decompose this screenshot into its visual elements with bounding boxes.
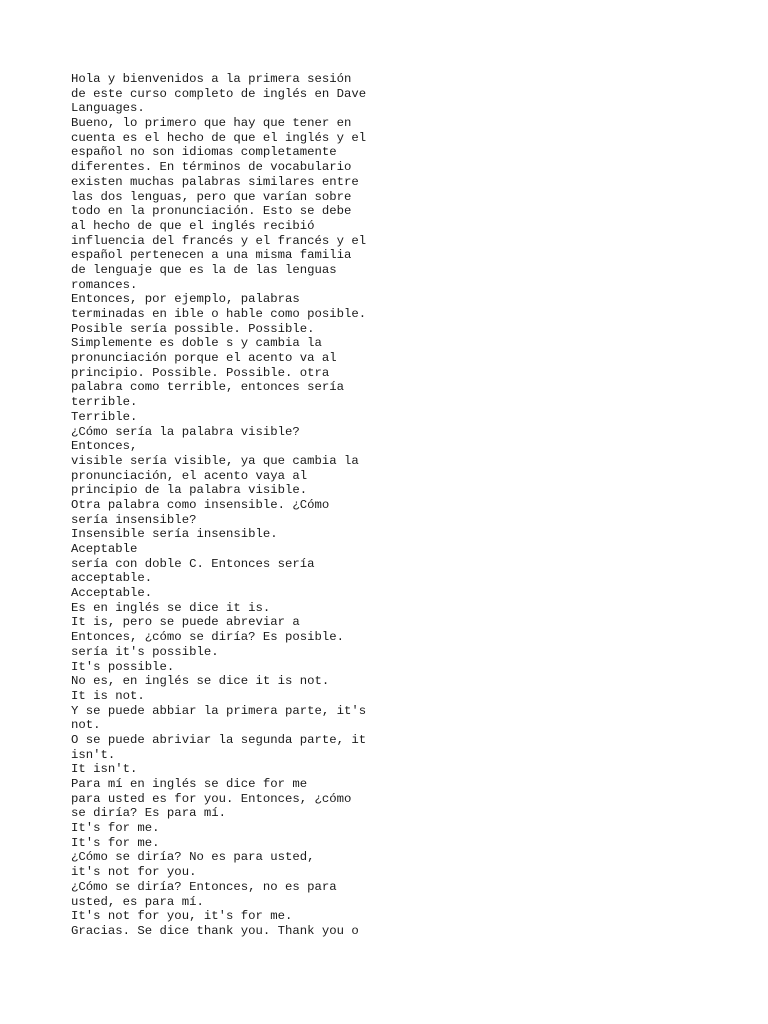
- text-line: Bueno, lo primero que hay que tener en: [71, 116, 352, 131]
- text-line: Aceptable: [71, 542, 138, 556]
- text-line: se diría? Es para mí.: [71, 806, 226, 821]
- text-line: de este curso completo de inglés en Dave: [71, 86, 367, 101]
- text-line: It is not.: [71, 688, 145, 703]
- text-line: O se puede abriviar la segunda parte, it: [71, 732, 367, 747]
- text-line: Entonces, por ejemplo, palabras: [71, 292, 300, 307]
- text-line: Posible sería possible. Possible.: [71, 321, 315, 336]
- text-line: Y se puede abbiar la primera parte, it's: [71, 703, 367, 718]
- text-line: pronunciación, el acento vaya al: [71, 468, 308, 483]
- text-line: It's not for you, it's for me.: [71, 909, 293, 924]
- text-line: visible sería visible, ya que cambia la: [71, 453, 359, 468]
- text-line: usted, es para mí.: [71, 894, 204, 909]
- text-line: pronunciación porque el acento va al: [71, 351, 337, 366]
- text-line: No es, en inglés se dice it is not.: [71, 674, 330, 689]
- text-line: sería con doble C. Entonces sería: [71, 556, 315, 571]
- text-line: not.: [71, 718, 101, 733]
- text-line: It isn't.: [71, 762, 138, 777]
- text-line: Gracias. Se dice thank you. Thank you o: [71, 923, 359, 938]
- text-line: todo en la pronunciación. Esto se debe: [71, 204, 352, 219]
- text-line: sería it's possible.: [71, 644, 219, 659]
- text-line: ¿Cómo sería la palabra visible?: [71, 424, 300, 439]
- text-line: cuenta es el hecho de que el inglés y el: [71, 130, 367, 145]
- text-line: influencia del francés y el francés y el: [71, 233, 367, 248]
- text-line: español pertenecen a una misma familia: [71, 248, 352, 263]
- transcript-text: [71, 72, 731, 939]
- text-line: isn't.: [71, 747, 116, 762]
- text-line: Otra palabra como insensible. ¿Cómo: [71, 497, 330, 512]
- text-line: Languages.: [71, 101, 145, 116]
- text-line: romances.: [71, 277, 138, 292]
- text-line: ¿Cómo se diría? Entonces, no es para: [71, 879, 337, 894]
- text-line: Hola y bienvenidos a la primera sesión: [71, 72, 352, 86]
- text-line: acceptable.: [71, 571, 153, 586]
- text-line: palabra como terrible, entonces sería: [71, 380, 345, 395]
- text-line: de lenguaje que es la de las lenguas: [71, 262, 337, 277]
- text-line: Simplemente es doble s y cambia la: [71, 336, 322, 351]
- text-line: it's not for you.: [71, 865, 197, 880]
- text-line: principio de la palabra visible.: [71, 483, 308, 498]
- text-line: Insensible sería insensible.: [71, 527, 278, 542]
- text-line: It's for me.: [71, 835, 160, 850]
- text-line: terrible.: [71, 395, 138, 410]
- text-line: Terrible.: [71, 409, 138, 424]
- text-line: terminadas en ible o hable como posible.: [71, 307, 367, 321]
- document-page: [71, 72, 731, 939]
- text-line: diferentes. En términos de vocabulario: [71, 160, 352, 175]
- text-line: español no son idiomas completamente: [71, 145, 337, 160]
- text-line: principio. Possible. Possible. otra: [71, 365, 330, 380]
- text-line: sería insensible?: [71, 512, 197, 527]
- text-line: existen muchas palabras similares entre: [71, 174, 359, 189]
- text-line: Acceptable.: [71, 586, 153, 601]
- text-line: It is, pero se puede abreviar a: [71, 615, 300, 630]
- text-line: It's for me.: [71, 821, 160, 836]
- text-line: ¿Cómo se diría? No es para usted,: [71, 850, 315, 865]
- text-line: Para mí en inglés se dice for me: [71, 777, 308, 791]
- text-line: las dos lenguas, pero que varían sobre: [71, 189, 352, 204]
- text-line: Entonces, ¿cómo se diría? Es posible.: [71, 630, 345, 645]
- text-line: Es en inglés se dice it is.: [71, 600, 271, 615]
- text-line: al hecho de que el inglés recibió: [71, 218, 315, 233]
- text-line: Entonces,: [71, 439, 138, 454]
- text-line: para usted es for you. Entonces, ¿cómo: [71, 791, 352, 806]
- text-line: It's possible.: [71, 659, 175, 674]
